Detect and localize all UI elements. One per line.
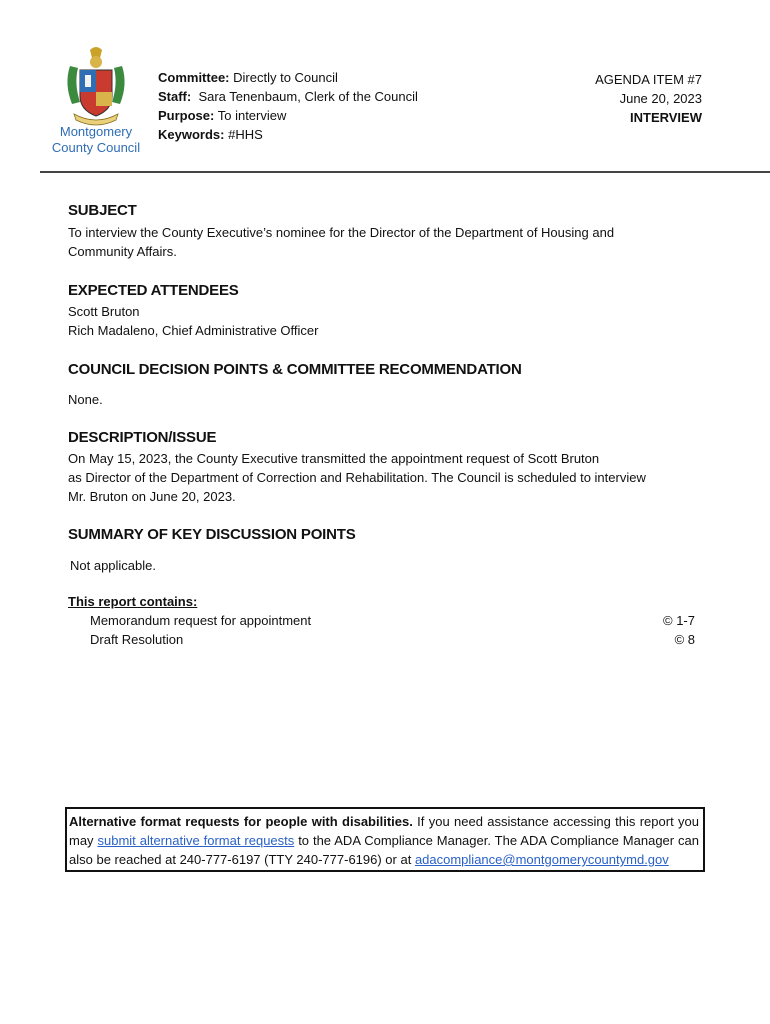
purpose-line: Purpose: To interview <box>158 108 287 123</box>
attendee-item: Scott Bruton <box>68 304 140 319</box>
description-text: On May 15, 2023, the County Executive transmitted the appointment request of Scott Bruton as Director of the Department of Correction and Rehabilitation. The Council is scheduled to interview Mr. Bruton on June 20, 2023. <box>68 451 646 504</box>
org-name-line2: County Council <box>51 140 141 155</box>
subject-heading: SUBJECT <box>68 202 137 219</box>
meta-block <box>158 68 418 144</box>
contents-item-label: Memorandum request for appointment <box>90 613 312 628</box>
summary-text: Not applicable. <box>70 558 156 573</box>
contents-row <box>90 613 695 628</box>
decision-heading: COUNCIL DECISION POINTS & COMMITTEE RECOMMENDATION <box>68 361 522 378</box>
ada-notice-box: Alternative format requests for people with disabilities. If you need assistance accessing this report you may submit alternative format requests to the ADA Compliance Manager. The ADA Compliance Manager can also be reached at 240-777-6197 (TTY 240-777-6196) or at adacompliance@montgomerycountymd.gov <box>65 807 705 872</box>
attendee-item: Rich Madaleno, Chief Administrative Officer <box>68 323 319 338</box>
agenda-type: INTERVIEW <box>630 110 702 125</box>
contents-item-pages: © 1-7 <box>663 613 695 628</box>
agenda-date: June 20, 2023 <box>619 91 702 106</box>
ada-email-link[interactable]: adacompliance@montgomerycountymd.gov <box>414 852 669 867</box>
committee-line: Committee: Directly to Council <box>158 70 338 85</box>
org-name-line1: Montgomery <box>59 124 133 139</box>
contents-row <box>90 632 695 647</box>
subject-text: To interview the County Executive’s nominee for the Director of the Department of Housing and Community Affairs. <box>68 225 615 259</box>
agenda-block <box>595 70 702 127</box>
alternative-format-request-link[interactable]: submit alternative format requests <box>97 833 295 848</box>
decision-text: None. <box>68 392 103 407</box>
attendees-heading: EXPECTED ATTENDEES <box>68 282 239 299</box>
attendees-list <box>68 302 708 340</box>
agenda-item: AGENDA ITEM #7 <box>595 72 702 87</box>
contents-item-pages: © 8 <box>674 632 695 647</box>
contents-item-label: Draft Resolution <box>90 632 184 647</box>
ada-notice-title: Alternative format requests for people with disabilities. <box>69 814 413 829</box>
org-name <box>40 124 152 156</box>
description-heading: DESCRIPTION/ISSUE <box>68 429 217 446</box>
summary-heading: SUMMARY OF KEY DISCUSSION POINTS <box>68 526 356 543</box>
staff-line: Staff: Sara Tenenbaum, Clerk of the Council <box>158 89 418 104</box>
header-divider <box>40 171 770 173</box>
contents-heading: This report contains: <box>68 594 198 609</box>
keywords-line: Keywords: #HHS <box>158 127 263 142</box>
county-seal-logo <box>60 44 132 128</box>
